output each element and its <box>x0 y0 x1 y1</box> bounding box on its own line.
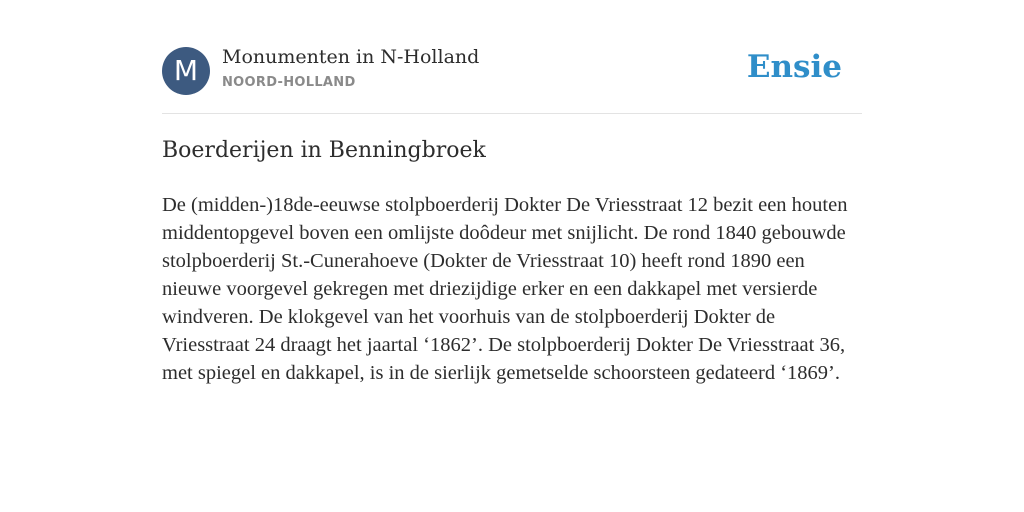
article-body: De (midden-)18de-eeuwse stolpboerderij Dokter De Vriesstraat 12 bezit een houten middentopgevel boven een omlijste doôdeur met snijlicht. De rond 1840 gebouwde stolpboerderij St.-Cunerahoeve (Dokter de Vriesstraat 10) heeft rond 1890 een nieuwe voorgevel gekregen met driezijdige erker en een dakkapel met versierde windveren. De klokgevel van het voorhuis van de stolpboerderij Dokter de Vriesstraat 24 draagt het jaartal ‘1862’. De stolpboerderij Dokter De Vriesstraat 36, met spiegel en dakkapel, is in de sierlijk gemetselde schoorsteen gedateerd ‘1869’. <box>162 194 848 384</box>
brand-logo[interactable]: Ensie <box>746 49 842 85</box>
avatar[interactable]: M <box>162 47 210 95</box>
source-subtitle: NOORD-HOLLAND <box>222 75 356 90</box>
article-title: Boerderijen in Benningbroek <box>162 138 486 163</box>
header <box>162 45 862 114</box>
source-title[interactable]: Monumenten in N-Holland <box>222 46 480 68</box>
